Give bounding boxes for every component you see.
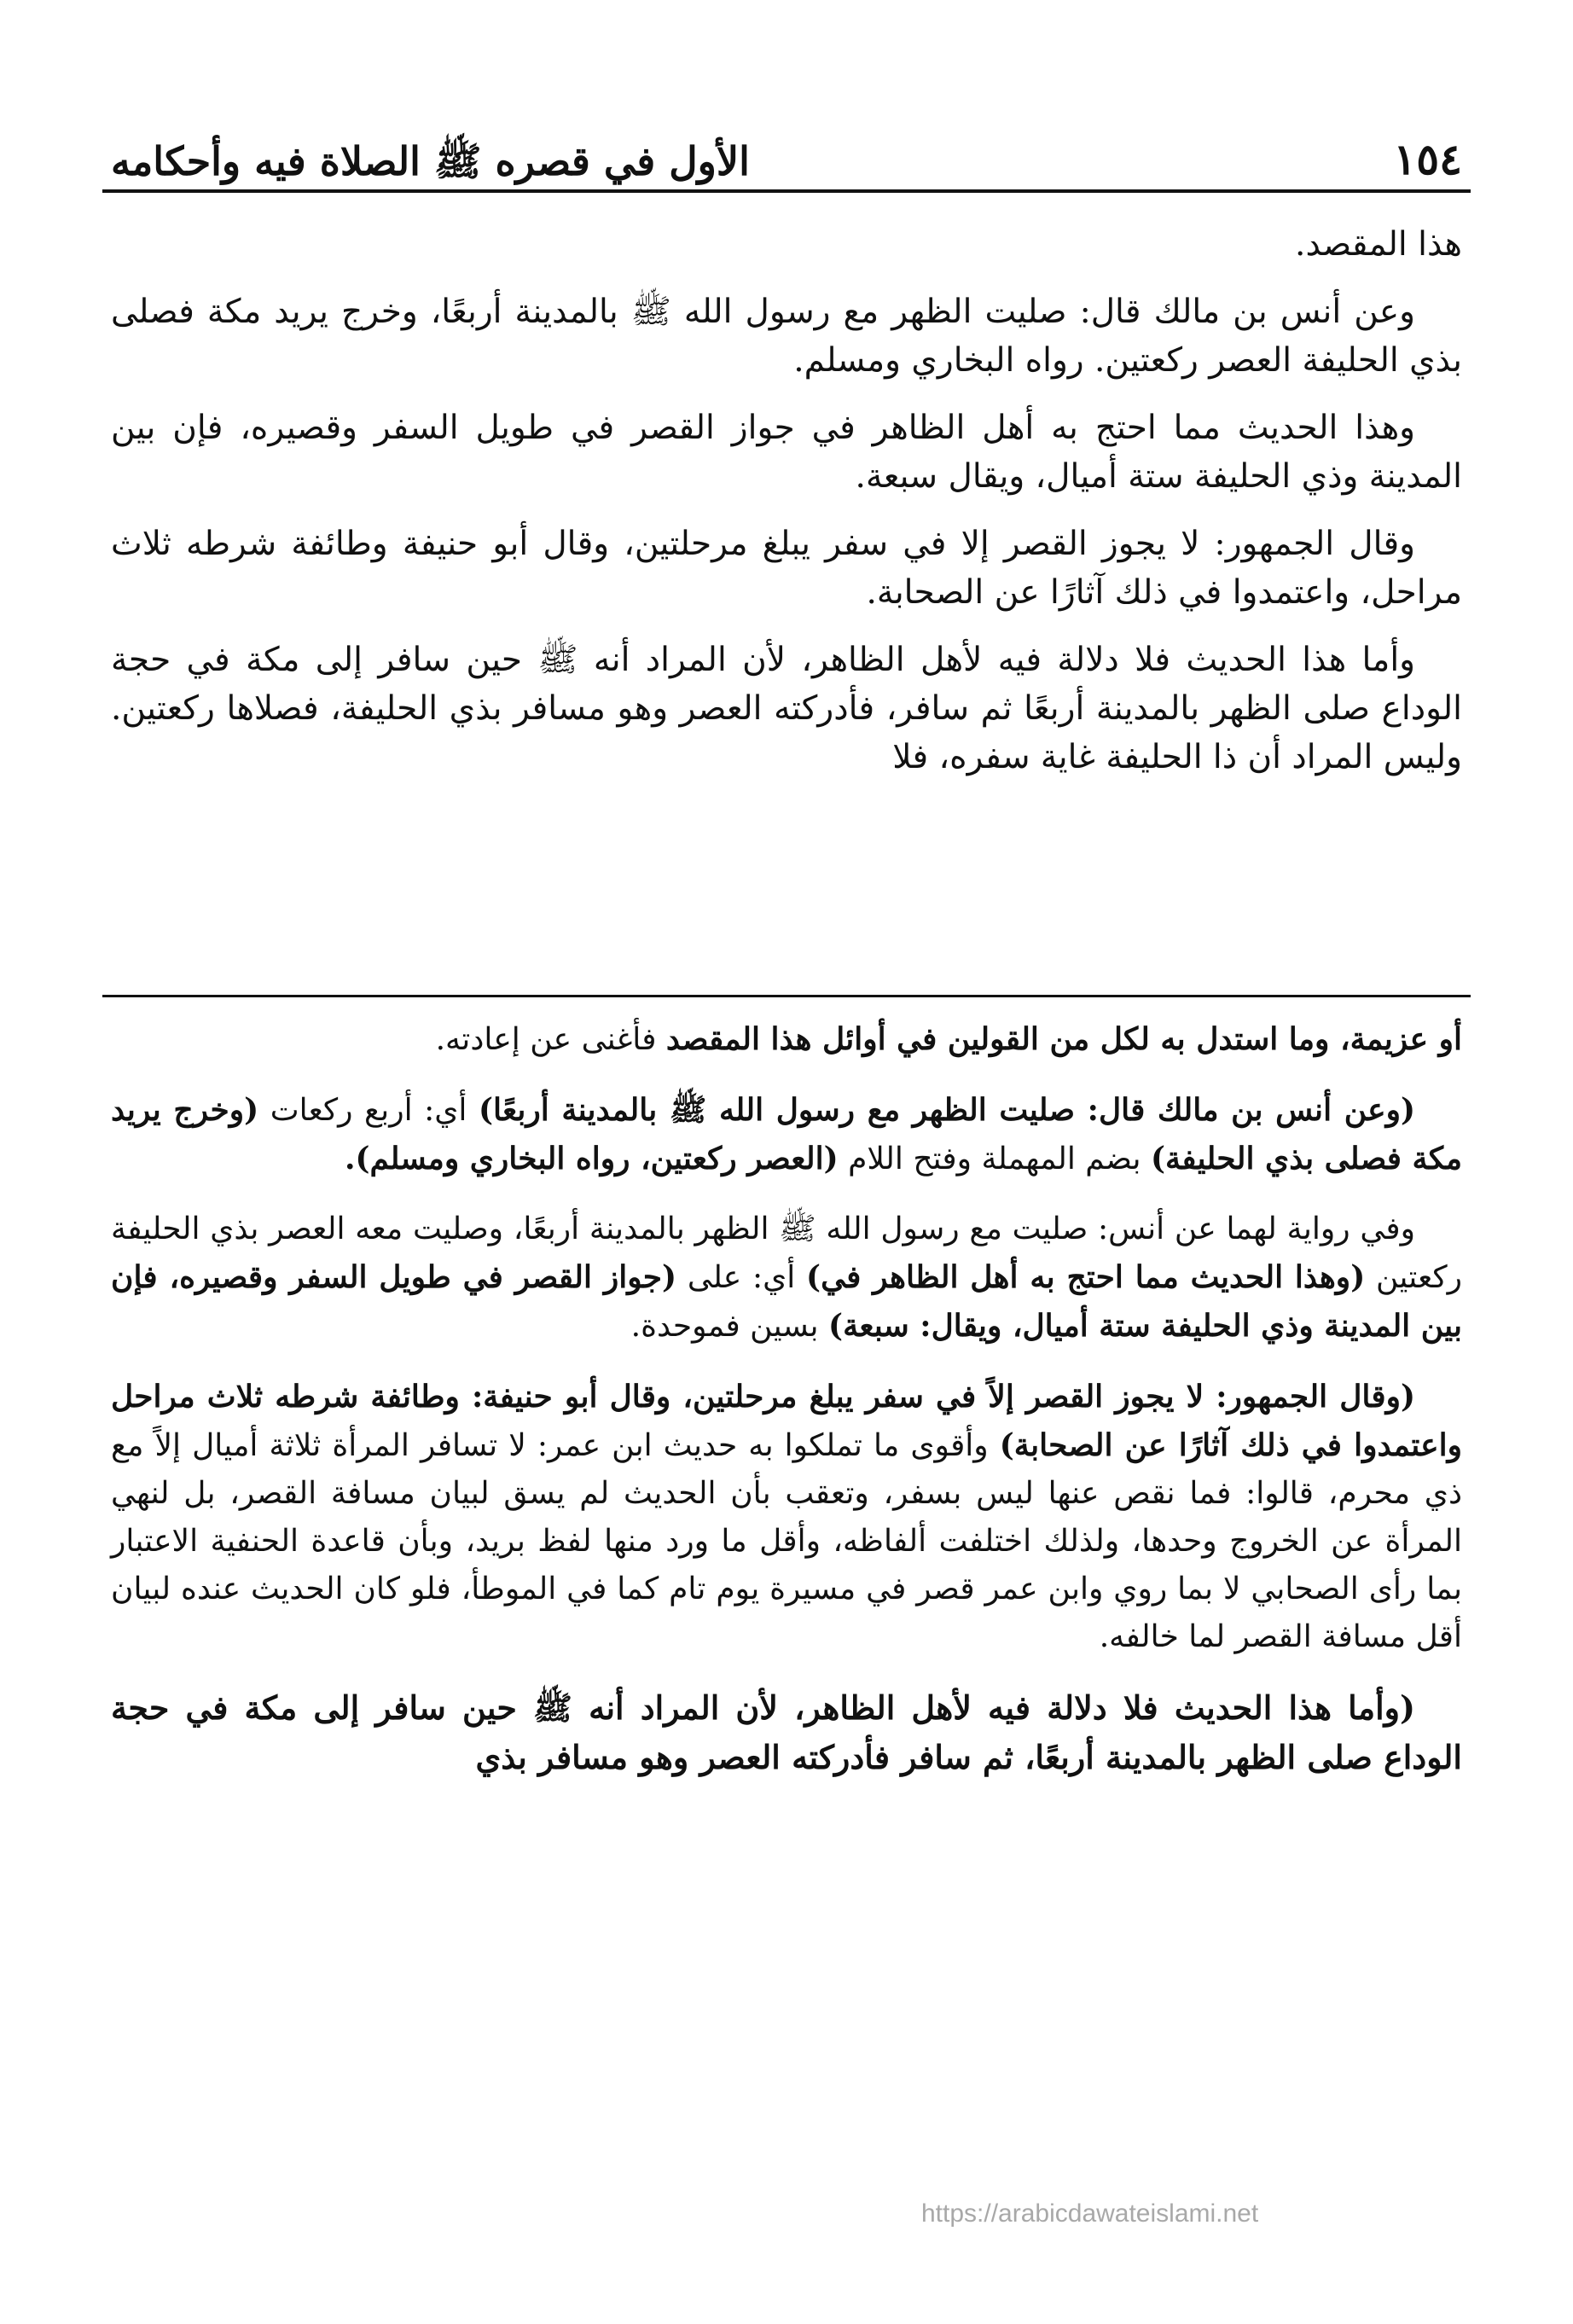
quoted-text: (وعن أنس بن مالك قال: صليت الظهر مع رسول الله ﷺ بالمدينة أربعًا) [478, 1092, 1415, 1128]
explanation-text: وأقوى ما تملكوا به حديث ابن عمر: لا تسافر المرأة ثلاثة أميال إلاً مع ذي محرم، قالوا: فما نقص عنها ليس بسفر، وتعقب بأن الحديث لم يسق لبيان مسافة القصر، بل لنهي المرأة عن الخروج وحدها، ولذلك اختلفت ألفاظه، وأقل ما ورد منها لفظ بريد، وبأن قاعدة الحنفية الاعتبار بما رأى الصحابي لا بما روي وابن عمر قصر في مسيرة يوم تام كما في الموطأ، فلو كان الحديث عنده لبيان أقل مسافة القصر لما خالفه. [111, 1428, 1462, 1654]
quoted-text: (العصر ركعتين، رواه البخاري ومسلم). [344, 1141, 839, 1177]
explanation-text: أي: أربع ركعات [258, 1093, 479, 1128]
page-header [111, 102, 1462, 184]
quoted-text: (وخرج يريد مكة فصلى بذي الحليفة) [111, 1092, 1462, 1177]
main-text-paragraph: وعن أنس بن مالك قال: صليت الظهر مع رسول الله ﷺ بالمدينة أربعًا، وخرج يريد مكة فصلى بذي الحليفة العصر ركعتين. رواه البخاري ومسلم. [111, 293, 1462, 380]
watermark-url: https://arabicdawateislami.net [921, 2199, 1259, 2228]
main-text-paragraph: هذا المقصد. [1295, 225, 1462, 264]
main-text [111, 220, 1462, 800]
main-text-paragraph: وهذا الحديث مما احتج به أهل الظاهر في جواز القصر في طويل السفر وقصيره، فإن بين المدينة وذي الحليفة ستة أميال، ويقال سبعة. [111, 409, 1462, 496]
main-text-paragraph: وأما هذا الحديث فلا دلالة فيه لأهل الظاهر، لأن المراد أنه ﷺ حين سافر إلى مكة في حجة الوداع صلى الظهر بالمدينة أربعًا ثم سافر، فأدركته العصر وهو مسافر بذي الحليفة، فصلاها ركعتين. وليس المراد أن ذا الحليفة غاية سفره، فلا [111, 641, 1462, 776]
commentary-paragraph: (وأما هذا الحديث فلا دلالة فيه لأهل الظاهر، لأن المراد أنه ﷺ حين سافر إلى مكة في حجة الوداع صلى الظهر بالمدينة أربعًا، ثم سافر فأدركته العصر وهو مسافر بذي [111, 1688, 1462, 1776]
commentary-paragraph [111, 1206, 1462, 1351]
explanation-text: أي: على [676, 1260, 807, 1295]
quoted-text: أو عزيمة، وما استدل به لكل من القولين في أوائل هذا المقصد [665, 1021, 1462, 1057]
commentary-divider [102, 995, 1471, 997]
commentary-paragraph [111, 1086, 1462, 1183]
quoted-text: (جواز القصر في طويل السفر وقصيره، فإن بين المدينة وذي الحليفة ستة أميال، ويقال: سبعة) [111, 1259, 1462, 1344]
explanation-text: وفي رواية لهما عن أنس: صليت مع رسول الله ﷺ الظهر بالمدينة أربعًا، وصليت معه العصر بذي الحليفة ركعتين [111, 1211, 1463, 1295]
quoted-text: (وقال الجمهور: لا يجوز القصر إلاً في سفر يبلغ مرحلتين، وقال أبو حنيفة: وطائفة شرطه ثلاث مراحل واعتمدوا في ذلك آثارًا عن الصحابة) [111, 1379, 1462, 1463]
commentary-paragraph [111, 1015, 1462, 1064]
explanation-text: بسين فموحدة. [630, 1309, 829, 1344]
main-text-paragraph: وقال الجمهور: لا يجوز القصر إلا في سفر يبلغ مرحلتين، وقال أبو حنيفة وطائفة شرطه ثلاث مراحل، واعتمدوا في ذلك آثارًا عن الصحابة. [111, 525, 1462, 612]
explanation-text: فأغنى عن إعادته. [435, 1022, 666, 1057]
running-title: الأول في قصره ﷺ الصلاة فيه وأحكامه [111, 138, 750, 184]
explanation-text: بضم المهملة وفتح اللام [838, 1142, 1151, 1177]
commentary-text [111, 1015, 1462, 1804]
header-rule [102, 189, 1471, 193]
page-number: ١٥٤ [1393, 134, 1462, 184]
commentary-paragraph [111, 1373, 1462, 1661]
quoted-text: (وهذا الحديث مما احتج به أهل الظاهر في) [806, 1259, 1366, 1295]
